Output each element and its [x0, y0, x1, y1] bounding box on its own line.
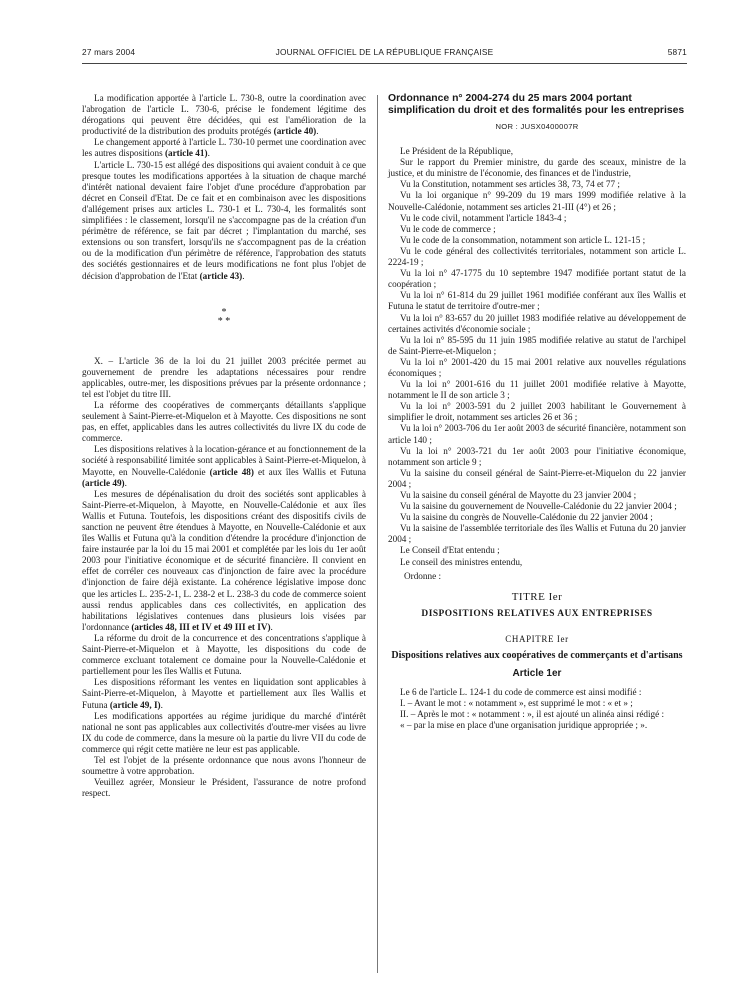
article-paragraph: I. – Avant le mot : « notamment », est supprimé le mot : « et » ; — [400, 697, 633, 708]
visa-line: Vu le code civil, notamment l'article 1843-4 ; — [400, 212, 567, 223]
article-paragraph: « – par la mise en place d'une organisation juridique appropriée ; ». — [400, 719, 648, 730]
titre-heading: TITRE Ier — [511, 590, 563, 603]
visa-line: Vu la loi n° 2001-616 du 11 juillet 2001 modifiée relative à Mayotte, notamment le II de son article 3 ; — [388, 379, 686, 401]
visa-line: Vu la loi n° 85-595 du 11 juin 1985 modifiée relative au statut de l'archipel de Saint-Pierre-et-Miquelon ; — [388, 334, 686, 356]
visa-line: Vu le code général des collectivités territoriales, notamment son article L. 2224-19 ; — [388, 245, 686, 268]
paragraph: Veuillez agréer, Monsieur le Président, l'assurance de notre profond respect. — [82, 777, 366, 799]
visa-line: Vu la saisine du congrès de Nouvelle-Calédonie du 22 janvier 2004 ; — [400, 512, 653, 523]
page-header — [82, 47, 687, 61]
article-paragraph: Le 6 de l'article L. 124-1 du code de commerce est ainsi modifié : — [400, 686, 642, 697]
right-column — [388, 93, 686, 731]
ordonnance-title: Ordonnance n° 2004-274 du 25 mars 2004 portant simplification du droit et des formalités pour les entreprises — [388, 93, 685, 116]
left-column — [82, 93, 366, 799]
visa-line: Vu la loi n° 2003-721 du 1er août 2003 pour l'initiative économique, notamment son article 9 ; — [388, 445, 686, 467]
paragraph: X. – L'article 36 de la loi du 21 juillet 2003 précitée permet au gouvernement de prendre les adaptations nécessaires pour rendre applicables, outre-mer, les dispositions prévues par la présente ordonnance ; tel est l'objet du titre III. — [82, 355, 366, 399]
visa-line: Vu la Constitution, notamment ses articles 38, 73, 74 et 77 ; — [400, 179, 620, 190]
visa-line: Vu la loi n° 61-814 du 29 juillet 1961 modifiée conférant aux îles Wallis et Futuna le statut de territoire d'outre-mer ; — [388, 290, 686, 312]
article-paragraph: II. – Après le mot : « notamment : », il est ajouté un alinéa ainsi rédigé : — [400, 708, 665, 719]
paragraph: L'article L. 730-15 est allégé des dispositions qui avaient conduit à ce que presque toutes les modifications apportées à la situation de chaque marché d'intérêt national devaient faire l'objet d'une procédure d'approbation par décret en Conseil d'Etat. De ce fait et en combinaison avec les dispositions d'allégement prises aux articles L. 730-1 et L. 730-4, les formalités sont simplifiées : le classement, lorsqu'il ne s'accompagne pas de la création d'un périmètre de référence, se fait par décret ; l'implantation du marché, ses extensions ou son transfert, lorsqu'ils ne s'accompagnent pas de la création ou de la modification d'un périmètre de référence, l'approbation des statuts des sociétés gestionnaires et de leurs modifications ne font plus l'objet de décision d'approbation de l'Etat (article 43). — [82, 159, 366, 281]
visa-line: Le Conseil d'Etat entendu ; — [400, 545, 500, 556]
visa-line: Vu la loi n° 2003-706 du 1er août 2003 de sécurité financière, notamment son article 140 ; — [388, 423, 686, 445]
visa-line: Vu la loi n° 2001-420 du 15 mai 2001 relative aux nouvelles régulations économiques ; — [388, 356, 686, 378]
visa-line: Vu le code de la consommation, notamment son article L. 121-15 ; — [400, 234, 646, 245]
paragraph: Les modifications apportées au régime juridique du marché d'intérêt national ne sont pas applicables aux collectivités d'outre-mer visées au livre IX du code de commerce, dans la mesure où la partie du livre VII du code de commerce qui régit cette matière ne leur est pas applicable. — [82, 710, 366, 754]
visa-line: Le conseil des ministres entendu, — [400, 556, 523, 567]
paragraph: La réforme des coopératives de commerçants détaillants s'applique seulement à Saint-Pierre-et-Miquelon et à Mayotte. Ces dispositions ne sont pas, en effet, applicables dans les autres collectivités du livre IX du code de commerce. — [82, 399, 366, 444]
visa-line: Vu la loi n° 2003-591 du 2 juillet 2003 habilitant le Gouvernement à simplifier le droit, notamment ses articles 26 et 36 ; — [388, 401, 686, 423]
visa-line: Vu la saisine du conseil général de Saint-Pierre-et-Miquelon du 22 janvier 2004 ; — [388, 467, 686, 489]
nor-reference: NOR : JUSX0400007R — [495, 122, 579, 131]
president-line: Le Président de la République, — [400, 146, 514, 157]
visa-line: Vu la loi n° 47-1775 du 10 septembre 1947 modifiée portant statut de la coopération ; — [388, 268, 686, 290]
section-separator: * * * — [217, 306, 231, 327]
paragraph: Les dispositions réformant les ventes en liquidation sont applicables à Saint-Pierre-et-Miquelon, à Mayotte et partiellement aux îles Wallis et Futuna (article 49, I). — [82, 677, 366, 710]
chapitre-subheading: Dispositions relatives aux coopératives de commerçants et d'artisans — [391, 650, 683, 662]
visa-line: Sur le rapport du Premier ministre, du garde des sceaux, ministre de la justice, et du ministre de l'économie, des finances et de l'industrie, — [388, 157, 686, 179]
paragraph: Les mesures de dépénalisation du droit des sociétés sont applicables à Saint-Pierre-et-Miquelon, à Mayotte, en Nouvelle-Calédonie et aux îles Wallis et Futuna. Toutefois, les dispositions créant des dispositifs civils de sanction ne peuvent être étendues à Mayotte, en Nouvelle-Calédonie et aux îles Wallis et Futuna qu'à la condition d'étendre la procédure d'injonction de faire instaurée par la loi du 15 mai 2001 et complétée par les lois du 1er août 2003 pour l'initiative économique et de sécurité financière. Il convient en effet de corréler ces nouveaux cas d'injonction de faire avec la procédure d'injonction de faire déjà existante. La cohérence législative impose donc que les articles L. 235-2-1, L. 238-2 et L. 238-3 du code de commerce soient aussi rendus applicables dans ces collectivités, en application des habilitations législatives contenues dans plusieurs lois visées par l'ordonnance (articles 48, III et IV et 49 III et IV). — [82, 488, 366, 632]
chapitre-heading: CHAPITRE Ier — [505, 633, 569, 644]
header-date: 27 mars 2004 — [82, 47, 136, 57]
header-page-number: 5871 — [667, 47, 687, 57]
paragraph: Les dispositions relatives à la location-gérance et au fonctionnement de la société à responsabilité limitée sont applicables à Saint-Pierre-et-Miquelon, à Mayotte, en Nouvelle-Calédonie (article 48) et aux îles Wallis et Futuna (article 49). — [82, 444, 366, 488]
visa-line: Vu la saisine du conseil général de Mayotte du 23 janvier 2004 ; — [400, 490, 637, 500]
visas-list — [388, 157, 686, 567]
article-body — [388, 687, 686, 731]
paragraph: Le changement apporté à l'article L. 730-10 permet une coordination avec les autres dispositions (article 41). — [82, 137, 366, 159]
paragraph: La modification apportée à l'article L. 730-8, outre la coordination avec l'abrogation de l'article L. 730-6, précise le fondement légitime des dérogations qui peuvent être décidées, qui est l'amélioration de la productivité de la distribution des produits protégés (article 40). — [82, 93, 366, 137]
visa-line: Vu la saisine de l'assemblée territoriale des îles Wallis et Futuna du 20 janvier 2004 ; — [388, 523, 686, 545]
header-rule — [82, 63, 687, 64]
header-journal-title: JOURNAL OFFICIEL DE LA RÉPUBLIQUE FRANÇAISE — [275, 47, 494, 57]
column-divider — [377, 95, 378, 973]
titre-subheading: DISPOSITIONS RELATIVES AUX ENTREPRISES — [421, 608, 653, 619]
visa-line: Vu la loi organique n° 99-209 du 19 mars 1999 modifiée relative à la Nouvelle-Calédonie, notamment ses articles 21-III (4°) et 26 ; — [388, 190, 686, 212]
ordonne-line: Ordonne : — [404, 570, 441, 581]
article-heading: Article 1er — [512, 667, 562, 679]
paragraph: Tel est l'objet de la présente ordonnance que nous avons l'honneur de soumettre à votre approbation. — [82, 754, 366, 777]
visa-line: Vu le code de commerce ; — [400, 223, 496, 234]
visa-line: Vu la saisine du gouvernement de Nouvelle-Calédonie du 22 janvier 2004 ; — [400, 501, 677, 512]
visa-line: Vu la loi n° 83-657 du 20 juillet 1983 modifiée relative au développement de certaines activités d'économie sociale ; — [388, 312, 686, 334]
paragraph: La réforme du droit de la concurrence et des concentrations s'applique à Saint-Pierre-et-Miquelon et à Mayotte, les dispositions du code de commerce excluant totalement ce domaine pour la Nouvelle-Calédonie et partiellement pour les îles Wallis et Futuna. — [82, 632, 366, 677]
